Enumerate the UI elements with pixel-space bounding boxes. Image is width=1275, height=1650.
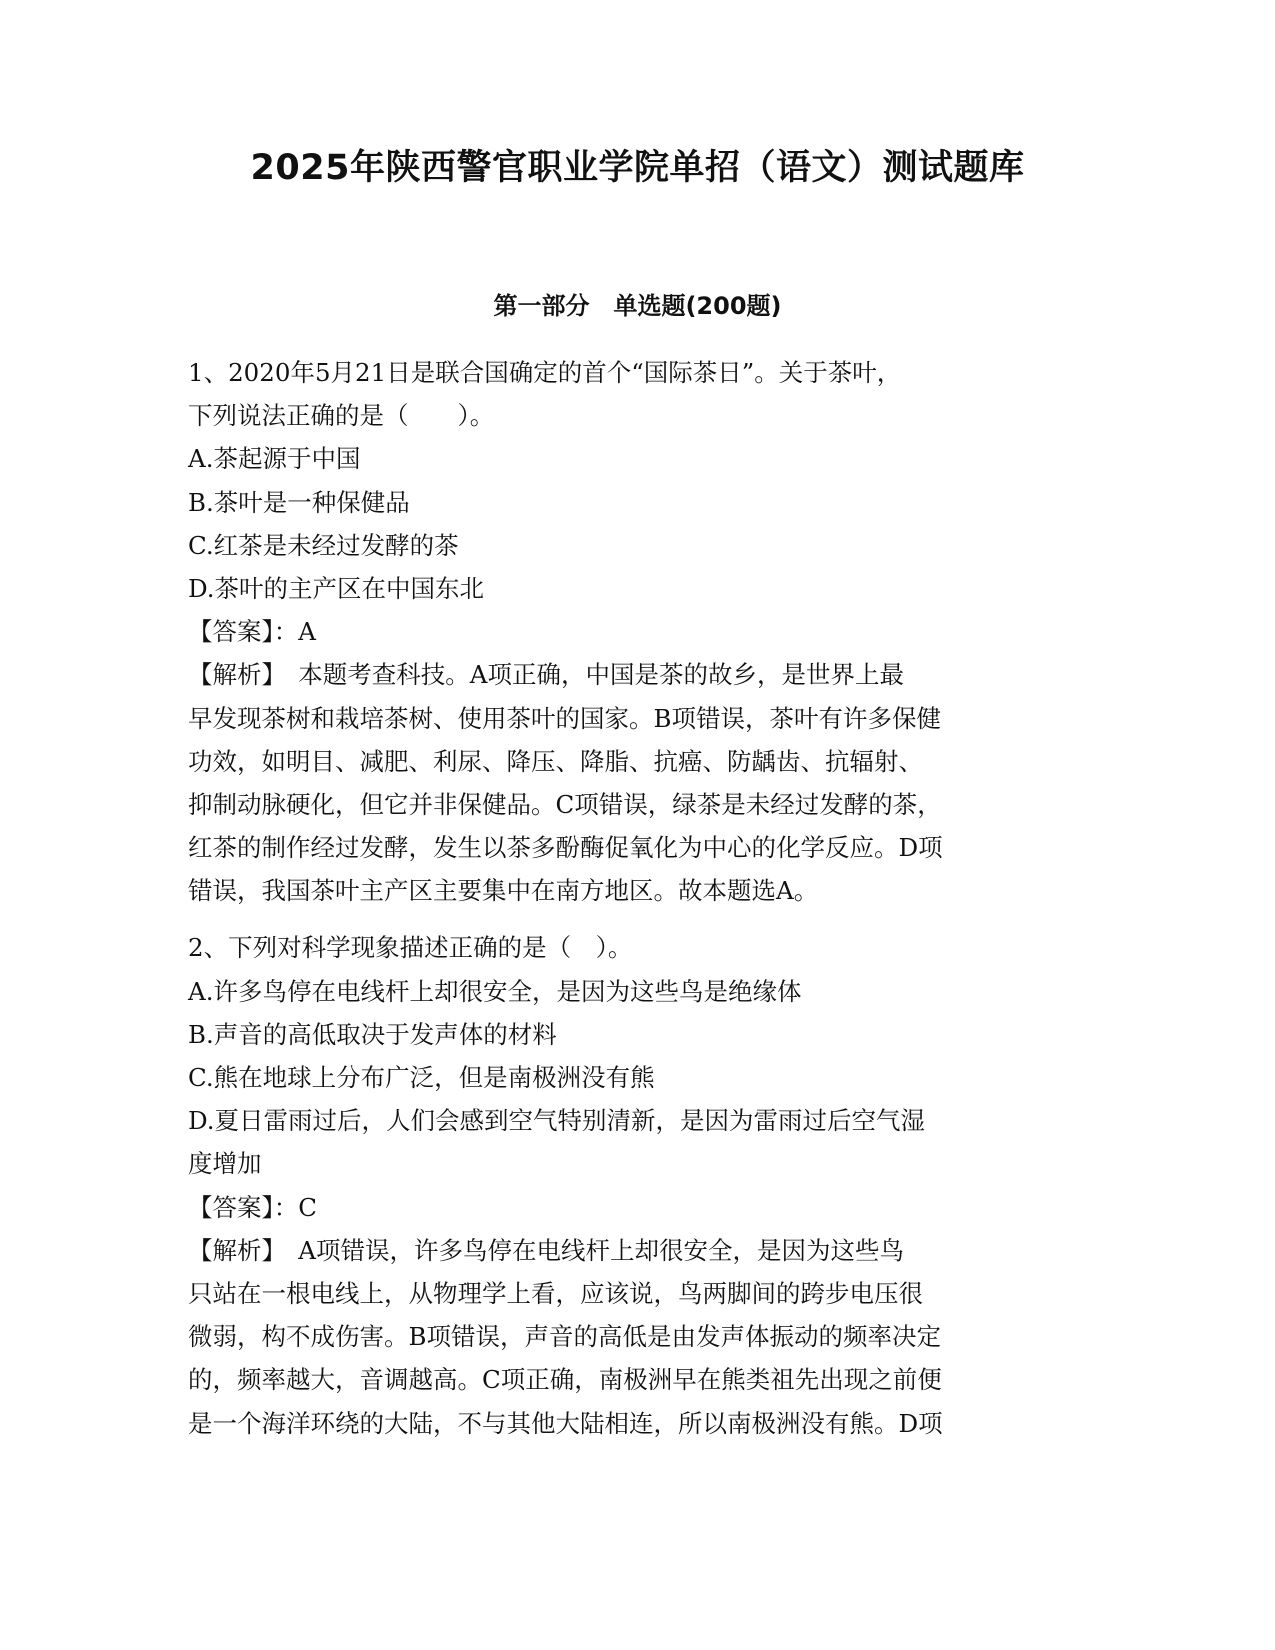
section-heading: 第一部分 单选题(200题): [493, 292, 782, 320]
question-block: [188, 351, 1088, 912]
question-separator: [188, 912, 1088, 926]
explanation-line: 早发现茶树和栽培茶树、使用茶叶的国家。B项错误，茶叶有许多保健: [188, 703, 942, 733]
explanation-line: 红茶的制作经过发酵，发生以茶多酚酶促氧化为中心的化学反应。D项: [188, 833, 943, 863]
explanation-line: 是一个海洋环绕的大陆，不与其他大陆相连，所以南极洲没有熊。D项: [188, 1408, 943, 1438]
question-block: [188, 926, 1088, 1444]
question-stem-line: 1、2020年5月21日是联合国确定的首个“国际茶日”。关于茶叶，: [188, 358, 902, 387]
option-a: A.茶起源于中国: [188, 444, 361, 474]
answer-line: 【答案】：C: [188, 1192, 317, 1222]
option-a: A.许多鸟停在电线杆上却很安全，是因为这些鸟是绝缘体: [188, 976, 802, 1006]
question-list: [188, 351, 1088, 1445]
explanation-line: 抑制动脉硬化，但它并非保健品。C项错误，绿茶是未经过发酵的茶，: [188, 789, 942, 819]
option-d: D.夏日雷雨过后，人们会感到空气特别清新，是因为雷雨过后空气湿: [188, 1106, 926, 1136]
explanation-line: 【解析】 A项错误，许多鸟停在电线杆上却很安全，是因为这些鸟: [188, 1235, 904, 1265]
answer-line: 【答案】：A: [188, 617, 316, 647]
question-stem-line: 下列说法正确的是（ ）。: [188, 401, 495, 431]
explanation-line: 微弱，构不成伤害。B项错误，声音的高低是由发声体振动的频率决定: [188, 1322, 942, 1352]
question-stem-line: 2、下列对科学现象描述正确的是（ ）。: [188, 933, 633, 963]
explanation-line: 的，频率越大，音调越高。C项正确，南极洲早在熊类祖先出现之前便: [188, 1365, 942, 1395]
document-title: 2025年陕西警官职业学院单招（语文）测试题库: [250, 148, 1025, 188]
option-b: B.声音的高低取决于发声体的材料: [188, 1019, 557, 1049]
explanation-line: 【解析】 本题考查科技。A项正确，中国是茶的故乡，是世界上最: [188, 660, 904, 690]
option-b: B.茶叶是一种保健品: [188, 487, 410, 517]
option-c: C.红茶是未经过发酵的茶: [188, 530, 459, 560]
option-d: D.茶叶的主产区在中国东北: [188, 573, 485, 603]
explanation-line: 错误，我国茶叶主产区主要集中在南方地区。故本题选A。: [188, 876, 819, 906]
option-d-continued: 度增加: [188, 1149, 262, 1179]
explanation-line: 只站在一根电线上，从物理学上看，应该说，鸟两脚间的跨步电压很: [188, 1278, 923, 1308]
explanation-line: 功效，如明目、减肥、利尿、降压、降脂、抗癌、防龋齿、抗辐射、: [188, 746, 923, 776]
option-c: C.熊在地球上分布广泛，但是南极洲没有熊: [188, 1063, 655, 1092]
